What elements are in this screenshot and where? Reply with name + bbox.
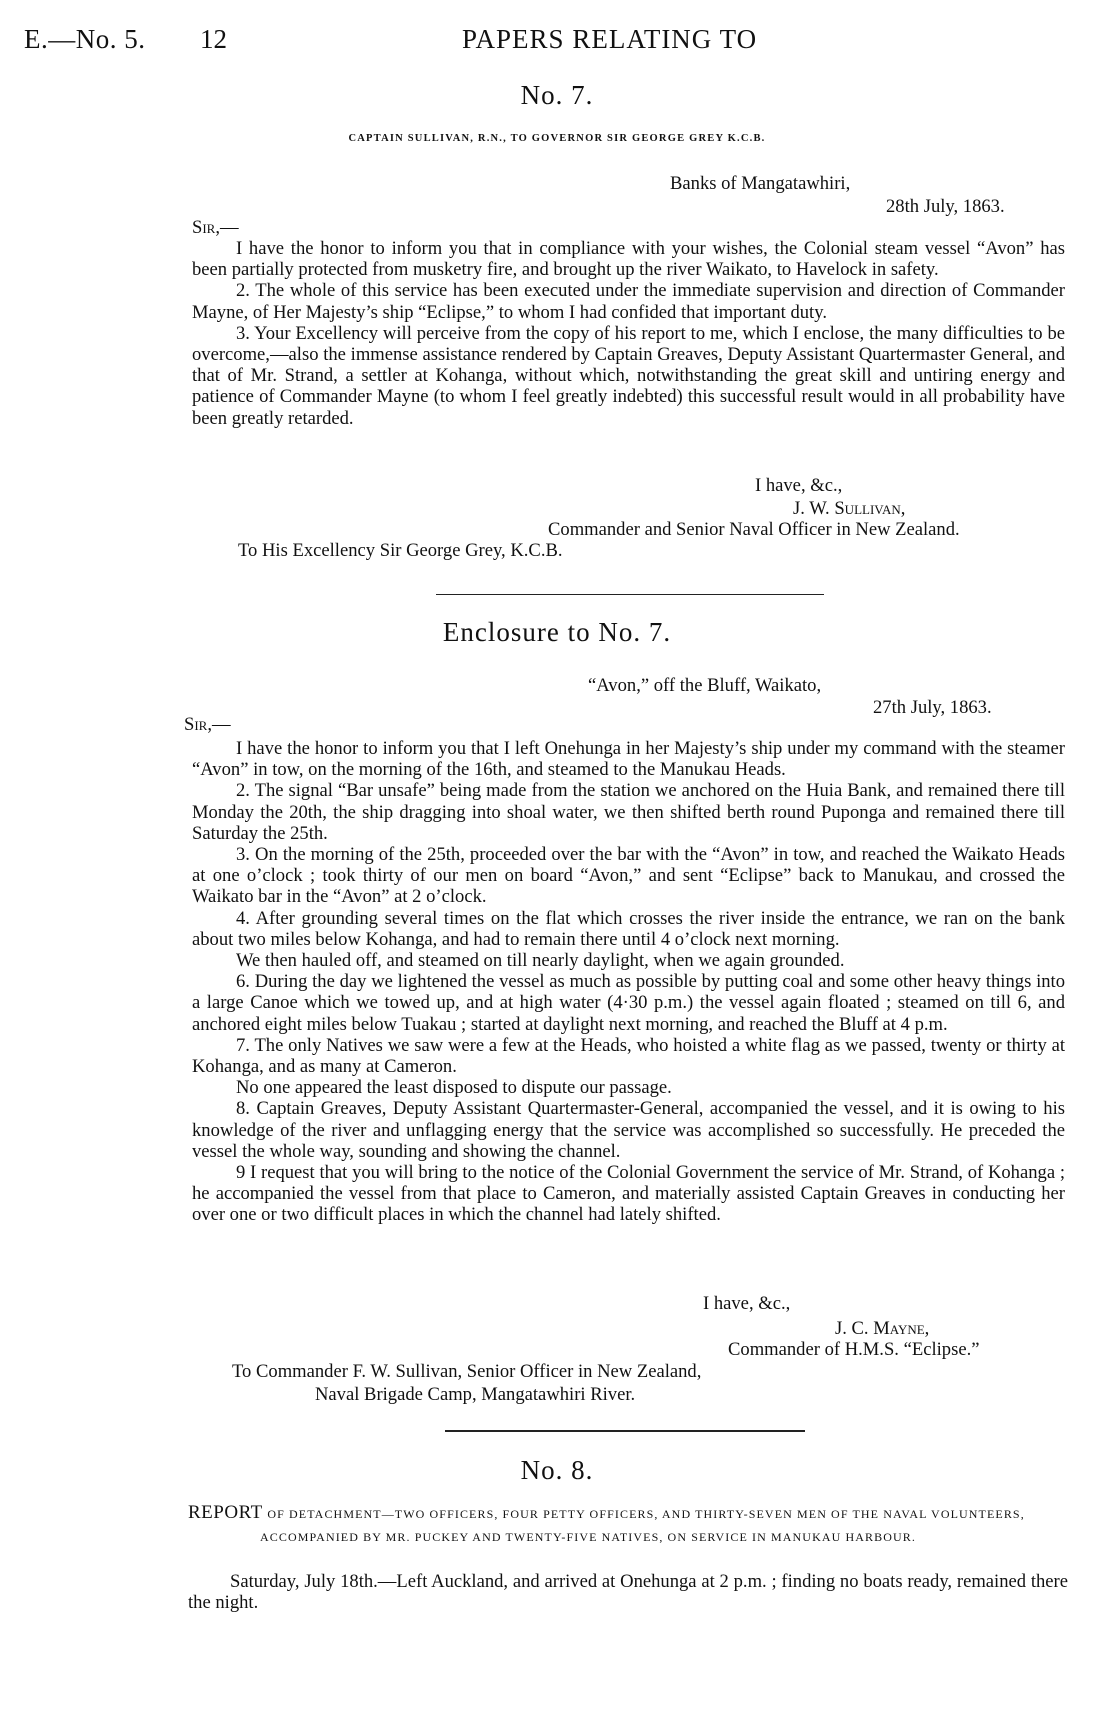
- letter-place: Banks of Mangatawhiri,: [670, 173, 851, 194]
- report-entry: Saturday, July 18th.—Left Auckland, and arrived at Onehunga at 2 p.m. ; finding no boats ready, remained there the night.: [188, 1571, 1068, 1613]
- enclosure-paragraph: I have the honor to inform you that I left Onehunga in her Majesty’s ship under my command with the steamer “Avon” in tow, on the morning of the 16th, and steamed to the Manukau Heads.: [192, 738, 1065, 781]
- letter-paragraph: 2. The whole of this service has been executed under the immediate supervision and direction of Commander Mayne, of Her Majesty’s ship “Eclipse,” to whom I had confided that important duty.: [192, 280, 1065, 323]
- enclosure-date: 27th July, 1863.: [873, 697, 992, 718]
- enclosure-paragraph: 2. The signal “Bar unsafe” being made from the station we anchored on the Huia Bank, and remained there till Monday the 20th, the ship dragging into shoal water, we then shifted berth round Puponga and remained there till Saturday the 25th.: [192, 780, 1065, 844]
- section-divider: [436, 594, 824, 595]
- enclosure-paragraph: 7. The only Natives we saw were a few at the Heads, who hoisted a white flag as we passed, twenty or thirty at Kohanga, and as many at Cameron.: [192, 1034, 1065, 1078]
- letter-signature: J. W. Sullivan,: [793, 498, 906, 519]
- enclosure-paragraph: 6. During the day we lightened the vessel as much as possible by putting coal and some other heavy things into a large Canoe which we towed up, and at high water (4·30 p.m.) the vessel again floated ; steamed on till 6, and anchored eight miles below Tuakau ; started at daylight next morning, and reached the Bluff at 4 p.m.: [192, 971, 1065, 1035]
- letter-salutation: Sir,—: [192, 217, 239, 238]
- enclosure-paragraph: We then hauled off, and steamed on till nearly daylight, when we again grounded.: [236, 950, 845, 972]
- page-number: 12: [200, 24, 227, 54]
- enclosure-paragraph: 4. After grounding several times on the flat which crosses the river inside the entrance, we ran on the bank about two miles below Kohanga, and had to remain there until 4 o’clock next morning.: [192, 907, 1065, 950]
- report-heading: [188, 1502, 1068, 1548]
- enclosure-place: “Avon,” off the Bluff, Waikato,: [588, 675, 822, 696]
- section-divider: [445, 1430, 805, 1432]
- letter-paragraph: I have the honor to inform you that in compliance with your wishes, the Colonial steam vessel “Avon” has been partially protected from musketry fire, and brought up the river Waikato, to Havelock in safety.: [192, 238, 1065, 281]
- enclosure-title: Enclosure to No. 7.: [442, 617, 672, 647]
- letter-addressee: To His Excellency Sir George Grey, K.C.B.: [238, 540, 563, 561]
- running-title: PAPERS RELATING TO: [462, 24, 758, 54]
- enclosure-salutation: Sir,—: [184, 714, 231, 735]
- letter-paragraph: 3. Your Excellency will perceive from the copy of his report to me, which I enclose, the many difficulties to be overcome,—also the immense assistance rendered by Captain Greaves, Deputy Assistant Quartermaster General, and that of Mr. Strand, a settler at Kohanga, without which, notwithstanding the great skill and untiring energy and patience of Commander Mayne (to whom I feel greatly indebted) this successful result would in all probability have been greatly retarded.: [192, 322, 1065, 429]
- enclosure-paragraph: 9 I request that you will bring to the notice of the Colonial Government the service of Mr. Strand, of Kohanga ; he accompanied the vessel from that place to Cameron, and materially assisted Captain Greaves in conducting her over one or two difficult places in which the channel had lately shifted.: [192, 1162, 1065, 1226]
- enclosure-paragraph: 3. On the morning of the 25th, proceeded over the bar with the “Avon” in tow, and reached the Waikato Heads at one o’clock ; took thirty of our men on board “Avon,” and sent “Eclipse” back to Manukau, and crossed the Waikato bar in the “Avon” at 2 o’clock.: [192, 844, 1065, 908]
- letter-signer-title: Commander and Senior Naval Officer in New Zealand.: [548, 519, 960, 540]
- letter-heading: CAPTAIN SULLIVAN, R.N., TO GOVERNOR SIR GEORGE GREY K.C.B.: [348, 133, 766, 144]
- report-number: No. 8.: [520, 1455, 594, 1485]
- letter-body: [192, 238, 1065, 429]
- letter-date: 28th July, 1863.: [886, 196, 1005, 217]
- enclosure-signature: J. C. Mayne,: [835, 1318, 930, 1339]
- enclosure-closing: I have, &c.,: [703, 1293, 791, 1314]
- enclosure-signer-title: Commander of H.M.S. “Eclipse.”: [728, 1339, 980, 1360]
- enclosure-paragraph: 8. Captain Greaves, Deputy Assistant Quartermaster-General, accompanied the vessel, and it is owing to his knowledge of the river and unflagging energy that the service was accomplished so successfully. He preceded the vessel the whole way, sounding and showing the channel.: [192, 1098, 1065, 1162]
- enclosure-paragraph: No one appeared the least disposed to dispute our passage.: [236, 1077, 672, 1099]
- enclosure-body: [192, 738, 1065, 1226]
- enclosure-addressee-line2: Naval Brigade Camp, Mangatawhiri River.: [315, 1384, 636, 1405]
- letter-number: No. 7.: [520, 80, 594, 110]
- report-lead-word: REPORT: [188, 1502, 263, 1523]
- enclosure-addressee-line1: To Commander F. W. Sullivan, Senior Officer in New Zealand,: [232, 1361, 702, 1382]
- series-label: E.—No. 5.: [24, 24, 146, 54]
- report-heading-text: OF DETACHMENT—TWO OFFICERS, FOUR PETTY OFFICERS, AND THIRTY-SEVEN MEN OF THE NAVAL VOLUNTEERS, ACCOMPANIED BY MR. PUCKEY AND TWENTY-FIVE NATIVES, ON SERVICE IN MANUKAU HARBOUR.: [260, 1507, 1025, 1544]
- letter-closing: I have, &c.,: [755, 475, 843, 496]
